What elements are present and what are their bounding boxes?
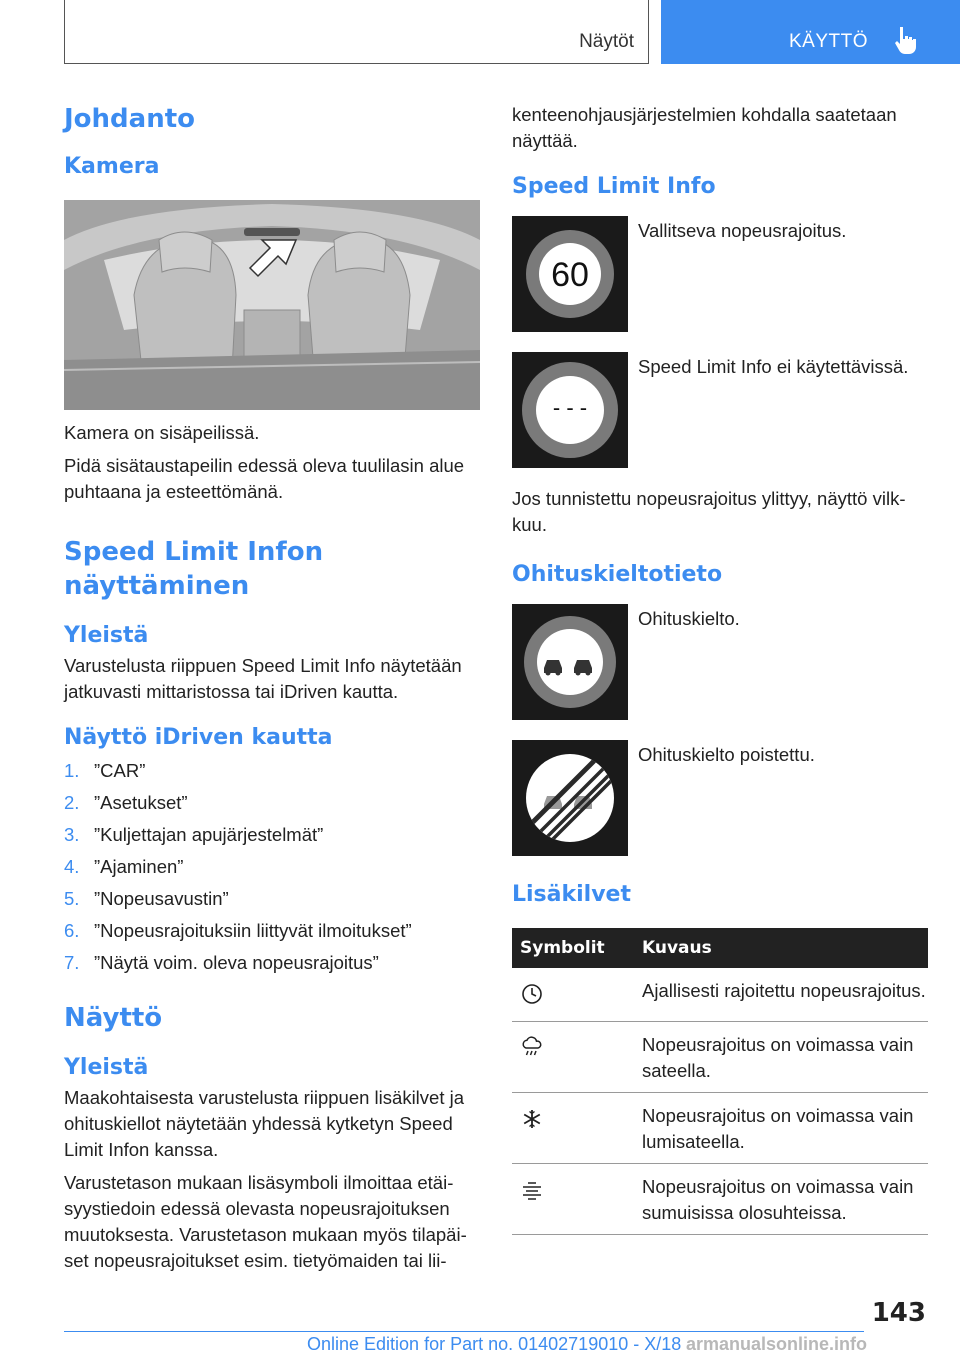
- step-item: [64, 851, 480, 883]
- step-text: ”Ajaminen”: [94, 856, 184, 877]
- header-chapter-tab[interactable]: [661, 0, 960, 64]
- general-2-text-1: Maakohtaisesta varustelusta riippuen lisäkilvet ja ohituskiellot näytetään yhdessä kytketyn Speed Limit Infon kanssa.: [64, 1087, 465, 1160]
- sign-row-not-available: [512, 352, 930, 470]
- step-item: [64, 787, 480, 819]
- step-number: 2.: [64, 792, 80, 813]
- step-item: [64, 947, 480, 979]
- no-overtaking-text: Ohituskielto.: [638, 608, 740, 629]
- exceed-text: Jos tunnistettu nopeusrajoitus ylittyy, näyttö vilkkuu.: [512, 488, 906, 535]
- watermark: armanualsonline.info: [686, 1334, 868, 1354]
- heading-idrive: Näyttö iDriven kautta: [64, 725, 333, 750]
- camera-illustration: [64, 200, 480, 410]
- table-cell-description: Nopeusrajoitus on voimassa vain sumuisissa olosuhteissa.: [634, 1164, 928, 1235]
- table-row: [512, 1022, 928, 1093]
- speed-limit-60-sign: [512, 216, 628, 332]
- clock-icon: [520, 982, 544, 1006]
- end-no-overtaking-text: Ohituskielto poistettu.: [638, 744, 815, 765]
- heading-general-2: Yleistä: [64, 1055, 149, 1080]
- table-cell-description: Nopeusrajoitus on voimassa vain sateella.: [634, 1022, 928, 1093]
- page-number: 143: [871, 1298, 926, 1328]
- step-item: [64, 915, 480, 947]
- idrive-steps-list: [64, 755, 480, 979]
- step-item: [64, 755, 480, 787]
- step-text: ”Nopeusrajoituksiin liittyvät ilmoitukset”: [94, 920, 412, 941]
- step-number: 5.: [64, 888, 80, 909]
- fog-icon: [520, 1178, 544, 1202]
- camera-text-2: Pidä sisätaustapeilin edessä oleva tuulilasin alue puhtaana ja esteettömänä.: [64, 455, 465, 502]
- general-1-text: Varustelusta riippuen Speed Limit Info näytetään jatkuvasti mittaristossa tai iDriven kautta.: [64, 655, 462, 702]
- sign-unavailable-text: Speed Limit Info ei käytettävissä.: [638, 356, 909, 377]
- heading-extra-signs: Lisäkilvet: [512, 882, 631, 907]
- step-text: ”CAR”: [94, 760, 146, 781]
- end-no-overtaking-sign: [512, 740, 628, 856]
- table-row: [512, 1093, 928, 1164]
- unavailable-symbol: - - -: [552, 395, 588, 420]
- extra-signs-table: [512, 928, 928, 1235]
- pointing-hand-icon: [894, 25, 920, 55]
- step-text: ”Nopeusavustin”: [94, 888, 229, 909]
- no-overtaking-sign: [512, 604, 628, 720]
- step-text: ”Kuljettajan apujärjestelmät”: [94, 824, 324, 845]
- header-section-tab[interactable]: [64, 0, 649, 64]
- general-2-text-2: Varustetason mukaan lisäsymboli ilmoittaa etäisyystiedoin edessä olevasta nopeusrajoituksen muutoksesta. Varustetason mukaan myös tilapäiset nopeusrajoitukset esim. tietyömaiden tai lii-: [64, 1172, 467, 1271]
- camera-text-1: Kamera on sisäpeilissä.: [64, 422, 260, 443]
- left-column: [64, 100, 480, 1274]
- step-text: ”Asetukset”: [94, 792, 188, 813]
- footer-divider: [64, 1331, 864, 1332]
- sign-row-speed-limit: [512, 216, 930, 334]
- step-item: [64, 883, 480, 915]
- table-cell-description: Ajallisesti rajoitettu nopeusrajoitus.: [634, 968, 928, 1022]
- heading-intro: Johdanto: [64, 104, 196, 134]
- table-header-description: Kuvaus: [634, 928, 928, 968]
- step-text: ”Näytä voim. oleva nopeusrajoitus”: [94, 952, 379, 973]
- heading-general-1: Yleistä: [64, 623, 149, 648]
- snowflake-icon: [520, 1107, 544, 1131]
- table-row: [512, 968, 928, 1022]
- heading-camera: Kamera: [64, 154, 160, 179]
- step-number: 6.: [64, 920, 80, 941]
- heading-speed-limit-info: Speed Limit Info: [512, 174, 716, 199]
- table-header-row: [512, 928, 928, 968]
- step-number: 4.: [64, 856, 80, 877]
- header-chapter-label: KÄYTTÖ: [789, 31, 869, 52]
- header-section-label: Näytöt: [579, 31, 634, 52]
- continued-text: kenteenohjausjärjestelmien kohdalla saatetaan näyttää.: [512, 104, 897, 151]
- car-interior-illustration: [64, 200, 480, 410]
- speed-limit-unavailable-sign: [512, 352, 628, 468]
- sign-60-text: Vallitseva nopeusrajoitus.: [638, 220, 847, 241]
- step-item: [64, 819, 480, 851]
- step-number: 7.: [64, 952, 80, 973]
- sign-row-end-no-overtaking: [512, 740, 930, 858]
- sign-row-no-overtaking: [512, 604, 930, 722]
- heading-speed-display: Speed Limit Infon näyttäminen: [64, 537, 324, 601]
- rain-cloud-icon: [520, 1036, 544, 1060]
- footer-edition: Online Edition for Part no. 01402719010 - X/18: [307, 1334, 682, 1354]
- step-number: 1.: [64, 760, 80, 781]
- step-number: 3.: [64, 824, 80, 845]
- table-header-symbols: Symbolit: [512, 928, 634, 968]
- speed-limit-number: 60: [551, 256, 589, 294]
- heading-no-overtaking: Ohituskieltotieto: [512, 562, 723, 587]
- right-column: [512, 100, 930, 1235]
- table-row: [512, 1164, 928, 1235]
- table-cell-description: Nopeusrajoitus on voimassa vain lumisateella.: [634, 1093, 928, 1164]
- heading-display: Näyttö: [64, 1003, 163, 1033]
